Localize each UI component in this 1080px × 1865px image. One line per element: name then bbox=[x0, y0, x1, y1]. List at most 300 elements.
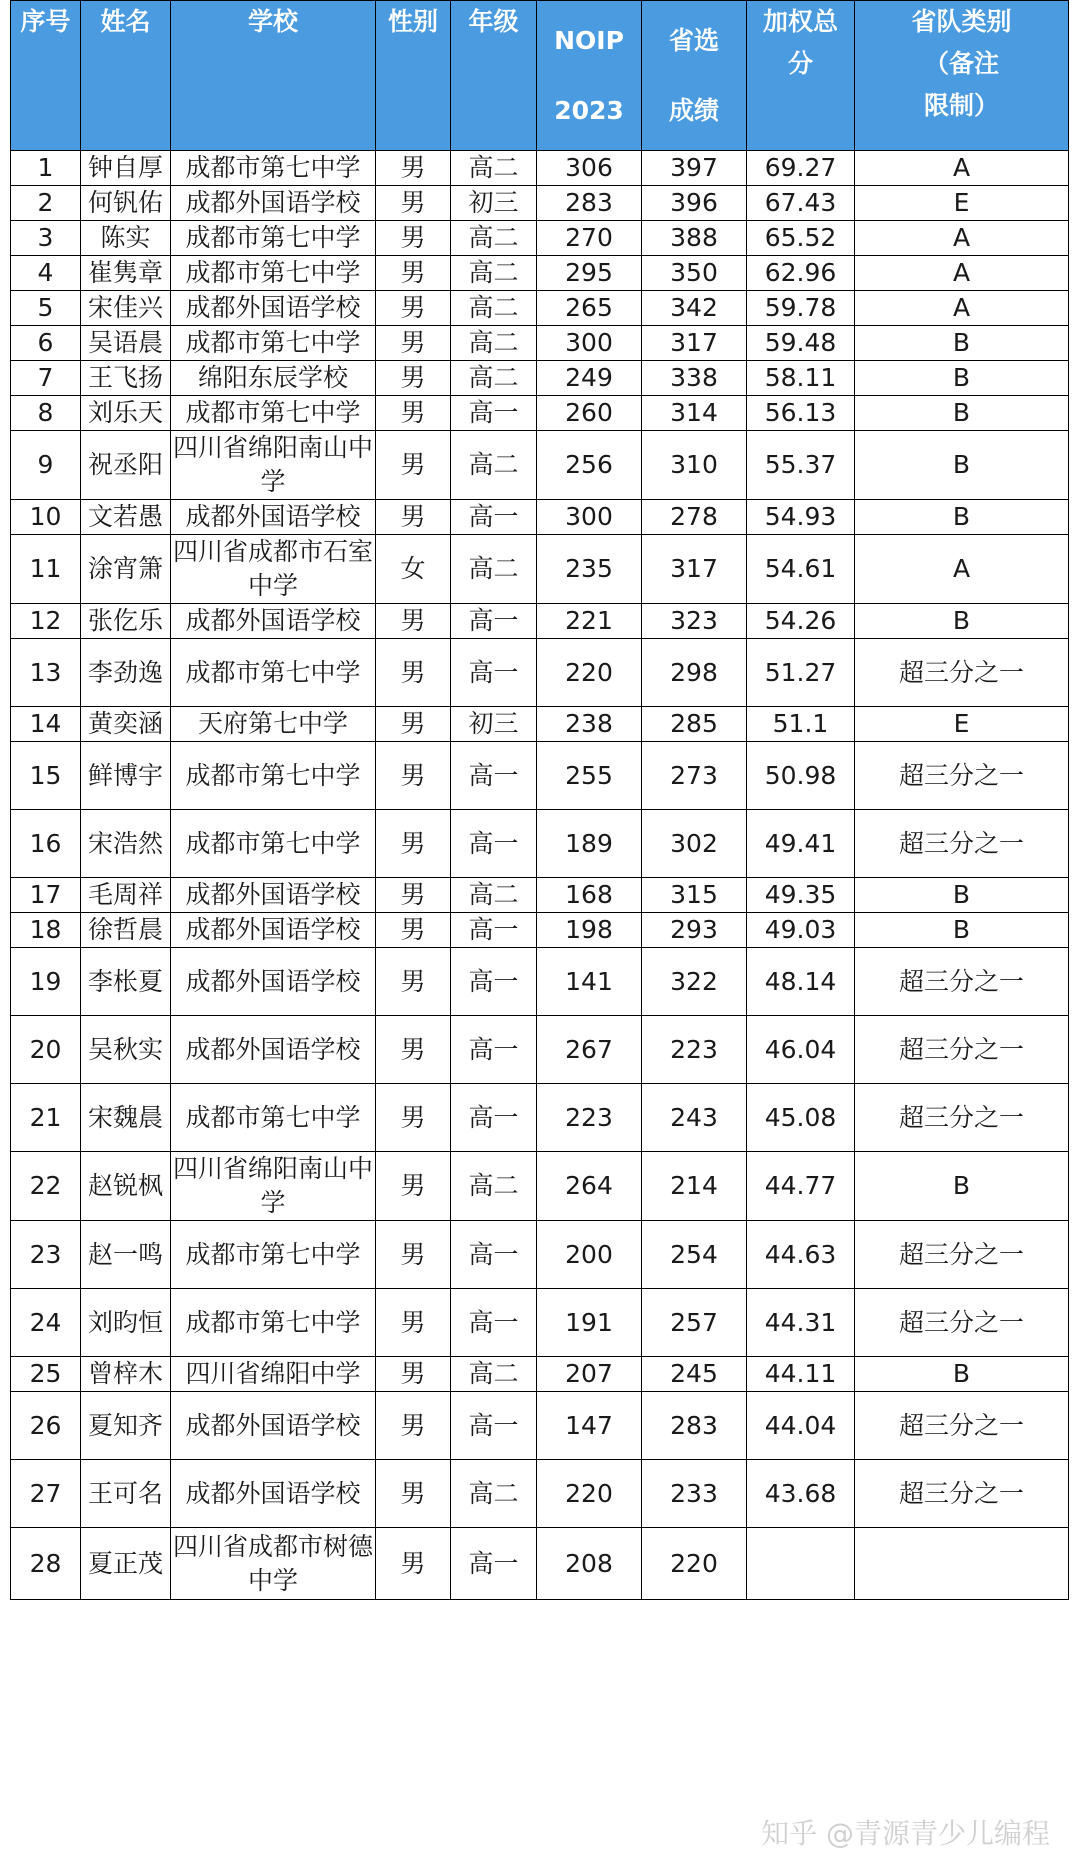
cell-grade: 高二 bbox=[451, 291, 537, 326]
cell-grade: 高二 bbox=[451, 326, 537, 361]
cell-school: 成都市第七中学 bbox=[171, 326, 376, 361]
cell-weighted-score: 54.93 bbox=[747, 500, 855, 535]
cell-weighted-score: 51.1 bbox=[747, 707, 855, 742]
cell-category: E bbox=[855, 186, 1069, 221]
cell-index: 18 bbox=[11, 913, 81, 948]
cell-index: 26 bbox=[11, 1392, 81, 1460]
cell-school: 成都市第七中学 bbox=[171, 1289, 376, 1357]
table-row bbox=[11, 500, 1069, 535]
table-row bbox=[11, 1392, 1069, 1460]
cell-category: 超三分之一 bbox=[855, 1084, 1069, 1152]
header-category bbox=[855, 1, 1069, 151]
cell-grade: 高一 bbox=[451, 1392, 537, 1460]
table-row bbox=[11, 431, 1069, 500]
cell-provincial-score: 323 bbox=[642, 604, 747, 639]
cell-index: 4 bbox=[11, 256, 81, 291]
cell-index: 11 bbox=[11, 535, 81, 604]
cell-name: 何钒佑 bbox=[81, 186, 171, 221]
cell-gender: 男 bbox=[376, 1016, 451, 1084]
cell-category: A bbox=[855, 291, 1069, 326]
cell-index: 25 bbox=[11, 1357, 81, 1392]
cell-name: 宋佳兴 bbox=[81, 291, 171, 326]
cell-name: 赵锐枫 bbox=[81, 1152, 171, 1221]
cell-weighted-score: 58.11 bbox=[747, 361, 855, 396]
cell-index: 22 bbox=[11, 1152, 81, 1221]
cell-provincial-score: 257 bbox=[642, 1289, 747, 1357]
cell-grade: 高一 bbox=[451, 742, 537, 810]
cell-name: 涂宵箫 bbox=[81, 535, 171, 604]
cell-provincial-score: 245 bbox=[642, 1357, 747, 1392]
cell-category: B bbox=[855, 396, 1069, 431]
cell-provincial-score: 243 bbox=[642, 1084, 747, 1152]
cell-index: 13 bbox=[11, 639, 81, 707]
cell-provincial-score: 254 bbox=[642, 1221, 747, 1289]
cell-name: 宋魏晨 bbox=[81, 1084, 171, 1152]
cell-weighted-score: 49.35 bbox=[747, 878, 855, 913]
cell-index: 23 bbox=[11, 1221, 81, 1289]
cell-provincial-score: 285 bbox=[642, 707, 747, 742]
cell-category: B bbox=[855, 431, 1069, 500]
cell-gender: 男 bbox=[376, 291, 451, 326]
cell-weighted-score: 67.43 bbox=[747, 186, 855, 221]
cell-provincial-score: 314 bbox=[642, 396, 747, 431]
cell-index: 7 bbox=[11, 361, 81, 396]
cell-weighted-score: 49.03 bbox=[747, 913, 855, 948]
cell-gender: 男 bbox=[376, 810, 451, 878]
cell-grade: 高一 bbox=[451, 396, 537, 431]
table-row bbox=[11, 1016, 1069, 1084]
cell-school: 成都市第七中学 bbox=[171, 221, 376, 256]
header-school: 学校 bbox=[171, 1, 376, 151]
cell-weighted-score: 62.96 bbox=[747, 256, 855, 291]
cell-noip: 264 bbox=[537, 1152, 642, 1221]
cell-grade: 初三 bbox=[451, 707, 537, 742]
cell-gender: 男 bbox=[376, 1392, 451, 1460]
ranking-table bbox=[10, 0, 1069, 1600]
cell-category: B bbox=[855, 361, 1069, 396]
cell-weighted-score: 55.37 bbox=[747, 431, 855, 500]
cell-noip: 235 bbox=[537, 535, 642, 604]
table-row bbox=[11, 1460, 1069, 1528]
header-noip-line1: NOIP bbox=[554, 25, 624, 55]
cell-gender: 男 bbox=[376, 151, 451, 186]
cell-gender: 男 bbox=[376, 326, 451, 361]
cell-index: 10 bbox=[11, 500, 81, 535]
cell-name: 文若愚 bbox=[81, 500, 171, 535]
cell-grade: 高一 bbox=[451, 948, 537, 1016]
cell-index: 17 bbox=[11, 878, 81, 913]
cell-grade: 高二 bbox=[451, 535, 537, 604]
cell-noip: 255 bbox=[537, 742, 642, 810]
cell-noip: 220 bbox=[537, 639, 642, 707]
cell-grade: 高一 bbox=[451, 1016, 537, 1084]
header-provincial-line2: 成绩 bbox=[668, 95, 719, 125]
header-grade: 年级 bbox=[451, 1, 537, 151]
cell-grade: 高二 bbox=[451, 1152, 537, 1221]
cell-gender: 男 bbox=[376, 256, 451, 291]
cell-category: 超三分之一 bbox=[855, 742, 1069, 810]
cell-school: 成都外国语学校 bbox=[171, 948, 376, 1016]
cell-index: 9 bbox=[11, 431, 81, 500]
cell-provincial-score: 338 bbox=[642, 361, 747, 396]
cell-noip: 208 bbox=[537, 1528, 642, 1600]
table-row bbox=[11, 1221, 1069, 1289]
cell-provincial-score: 273 bbox=[642, 742, 747, 810]
cell-school: 成都市第七中学 bbox=[171, 396, 376, 431]
cell-index: 12 bbox=[11, 604, 81, 639]
cell-category: 超三分之一 bbox=[855, 1289, 1069, 1357]
cell-provincial-score: 342 bbox=[642, 291, 747, 326]
cell-name: 鲜博宇 bbox=[81, 742, 171, 810]
cell-noip: 220 bbox=[537, 1460, 642, 1528]
cell-name: 张仡乐 bbox=[81, 604, 171, 639]
cell-index: 21 bbox=[11, 1084, 81, 1152]
cell-gender: 男 bbox=[376, 396, 451, 431]
cell-index: 14 bbox=[11, 707, 81, 742]
cell-index: 28 bbox=[11, 1528, 81, 1600]
cell-noip: 265 bbox=[537, 291, 642, 326]
cell-gender: 男 bbox=[376, 1289, 451, 1357]
cell-provincial-score: 317 bbox=[642, 326, 747, 361]
cell-school: 天府第七中学 bbox=[171, 707, 376, 742]
table-body bbox=[11, 151, 1069, 1600]
cell-grade: 高一 bbox=[451, 913, 537, 948]
cell-gender: 男 bbox=[376, 707, 451, 742]
cell-provincial-score: 388 bbox=[642, 221, 747, 256]
cell-school: 成都市第七中学 bbox=[171, 1084, 376, 1152]
cell-provincial-score: 220 bbox=[642, 1528, 747, 1600]
cell-name: 刘昀恒 bbox=[81, 1289, 171, 1357]
cell-gender: 男 bbox=[376, 186, 451, 221]
cell-provincial-score: 283 bbox=[642, 1392, 747, 1460]
cell-noip: 283 bbox=[537, 186, 642, 221]
header-gender: 性别 bbox=[376, 1, 451, 151]
header-weighted-line1: 加权总 bbox=[762, 7, 838, 36]
ranking-page bbox=[10, 0, 1068, 1862]
cell-category: 超三分之一 bbox=[855, 948, 1069, 1016]
cell-grade: 高二 bbox=[451, 1357, 537, 1392]
cell-weighted-score: 43.68 bbox=[747, 1460, 855, 1528]
table-row bbox=[11, 1084, 1069, 1152]
cell-weighted-score: 59.48 bbox=[747, 326, 855, 361]
cell-name: 徐哲晨 bbox=[81, 913, 171, 948]
cell-noip: 198 bbox=[537, 913, 642, 948]
cell-weighted-score: 69.27 bbox=[747, 151, 855, 186]
cell-category: A bbox=[855, 221, 1069, 256]
cell-name: 夏知齐 bbox=[81, 1392, 171, 1460]
table-row bbox=[11, 604, 1069, 639]
cell-grade: 高二 bbox=[451, 1460, 537, 1528]
cell-index: 16 bbox=[11, 810, 81, 878]
cell-name: 赵一鸣 bbox=[81, 1221, 171, 1289]
cell-grade: 高一 bbox=[451, 810, 537, 878]
cell-name: 宋浩然 bbox=[81, 810, 171, 878]
cell-grade: 高二 bbox=[451, 151, 537, 186]
cell-category: 超三分之一 bbox=[855, 1016, 1069, 1084]
cell-category: 超三分之一 bbox=[855, 639, 1069, 707]
cell-provincial-score: 223 bbox=[642, 1016, 747, 1084]
cell-index: 27 bbox=[11, 1460, 81, 1528]
cell-weighted-score bbox=[747, 1528, 855, 1600]
table-row bbox=[11, 291, 1069, 326]
cell-gender: 男 bbox=[376, 913, 451, 948]
table-row bbox=[11, 396, 1069, 431]
cell-school: 四川省绵阳南山中学 bbox=[171, 1152, 376, 1221]
table-row bbox=[11, 639, 1069, 707]
cell-weighted-score: 51.27 bbox=[747, 639, 855, 707]
cell-grade: 高一 bbox=[451, 604, 537, 639]
header-index: 序号 bbox=[11, 1, 81, 151]
cell-grade: 高一 bbox=[451, 639, 537, 707]
table-row bbox=[11, 742, 1069, 810]
table-row bbox=[11, 878, 1069, 913]
table-header bbox=[11, 1, 1069, 151]
cell-provincial-score: 350 bbox=[642, 256, 747, 291]
cell-school: 成都市第七中学 bbox=[171, 742, 376, 810]
cell-noip: 238 bbox=[537, 707, 642, 742]
cell-noip: 256 bbox=[537, 431, 642, 500]
cell-name: 崔隽章 bbox=[81, 256, 171, 291]
cell-gender: 男 bbox=[376, 1152, 451, 1221]
table-row bbox=[11, 221, 1069, 256]
cell-weighted-score: 44.77 bbox=[747, 1152, 855, 1221]
cell-noip: 207 bbox=[537, 1357, 642, 1392]
cell-weighted-score: 45.08 bbox=[747, 1084, 855, 1152]
cell-name: 曾梓木 bbox=[81, 1357, 171, 1392]
cell-index: 8 bbox=[11, 396, 81, 431]
cell-weighted-score: 46.04 bbox=[747, 1016, 855, 1084]
table-row bbox=[11, 256, 1069, 291]
table-row bbox=[11, 326, 1069, 361]
cell-school: 成都市第七中学 bbox=[171, 639, 376, 707]
cell-grade: 高一 bbox=[451, 1289, 537, 1357]
cell-category: B bbox=[855, 1357, 1069, 1392]
cell-index: 15 bbox=[11, 742, 81, 810]
cell-noip: 223 bbox=[537, 1084, 642, 1152]
cell-gender: 男 bbox=[376, 361, 451, 396]
cell-noip: 221 bbox=[537, 604, 642, 639]
cell-name: 王可名 bbox=[81, 1460, 171, 1528]
table-row bbox=[11, 1289, 1069, 1357]
cell-school: 成都外国语学校 bbox=[171, 500, 376, 535]
cell-index: 20 bbox=[11, 1016, 81, 1084]
cell-provincial-score: 214 bbox=[642, 1152, 747, 1221]
table-row bbox=[11, 361, 1069, 396]
cell-name: 李枨夏 bbox=[81, 948, 171, 1016]
cell-name: 吴语晨 bbox=[81, 326, 171, 361]
cell-index: 24 bbox=[11, 1289, 81, 1357]
cell-provincial-score: 298 bbox=[642, 639, 747, 707]
cell-noip: 168 bbox=[537, 878, 642, 913]
cell-noip: 270 bbox=[537, 221, 642, 256]
cell-provincial-score: 293 bbox=[642, 913, 747, 948]
cell-name: 黄奕涵 bbox=[81, 707, 171, 742]
cell-name: 钟自厚 bbox=[81, 151, 171, 186]
cell-weighted-score: 44.04 bbox=[747, 1392, 855, 1460]
cell-category: B bbox=[855, 878, 1069, 913]
cell-category: B bbox=[855, 326, 1069, 361]
cell-weighted-score: 49.41 bbox=[747, 810, 855, 878]
cell-grade: 高一 bbox=[451, 500, 537, 535]
cell-index: 1 bbox=[11, 151, 81, 186]
cell-noip: 267 bbox=[537, 1016, 642, 1084]
cell-index: 5 bbox=[11, 291, 81, 326]
cell-index: 6 bbox=[11, 326, 81, 361]
cell-gender: 男 bbox=[376, 742, 451, 810]
cell-gender: 男 bbox=[376, 431, 451, 500]
cell-weighted-score: 44.11 bbox=[747, 1357, 855, 1392]
cell-category: 超三分之一 bbox=[855, 1460, 1069, 1528]
cell-category: 超三分之一 bbox=[855, 1392, 1069, 1460]
table-row bbox=[11, 1152, 1069, 1221]
cell-gender: 男 bbox=[376, 948, 451, 1016]
cell-grade: 高二 bbox=[451, 431, 537, 500]
cell-noip: 147 bbox=[537, 1392, 642, 1460]
cell-name: 夏正茂 bbox=[81, 1528, 171, 1600]
cell-provincial-score: 322 bbox=[642, 948, 747, 1016]
cell-category: B bbox=[855, 1152, 1069, 1221]
cell-noip: 200 bbox=[537, 1221, 642, 1289]
table-row bbox=[11, 948, 1069, 1016]
cell-school: 成都市第七中学 bbox=[171, 256, 376, 291]
cell-noip: 189 bbox=[537, 810, 642, 878]
cell-school: 成都外国语学校 bbox=[171, 1392, 376, 1460]
table-row bbox=[11, 1528, 1069, 1600]
cell-gender: 男 bbox=[376, 1528, 451, 1600]
header-category-line1: 省队类别 bbox=[911, 7, 1012, 36]
cell-index: 19 bbox=[11, 948, 81, 1016]
header-category-line3: 限制） bbox=[923, 91, 999, 120]
cell-provincial-score: 233 bbox=[642, 1460, 747, 1528]
header-noip-line2: 2023 bbox=[554, 95, 624, 125]
header-provincial-line1: 省选 bbox=[668, 25, 719, 55]
cell-grade: 高二 bbox=[451, 221, 537, 256]
cell-gender: 男 bbox=[376, 604, 451, 639]
cell-name: 李劲逸 bbox=[81, 639, 171, 707]
header-name: 姓名 bbox=[81, 1, 171, 151]
cell-gender: 男 bbox=[376, 878, 451, 913]
cell-index: 3 bbox=[11, 221, 81, 256]
cell-noip: 300 bbox=[537, 326, 642, 361]
cell-gender: 男 bbox=[376, 500, 451, 535]
cell-weighted-score: 54.26 bbox=[747, 604, 855, 639]
cell-provincial-score: 315 bbox=[642, 878, 747, 913]
cell-noip: 306 bbox=[537, 151, 642, 186]
cell-school: 四川省成都市石室中学 bbox=[171, 535, 376, 604]
table-row bbox=[11, 913, 1069, 948]
watermark: 知乎 @青源青少儿编程 bbox=[761, 1817, 1050, 1850]
cell-category: B bbox=[855, 500, 1069, 535]
cell-grade: 高二 bbox=[451, 361, 537, 396]
header-noip bbox=[537, 1, 642, 151]
header-provincial bbox=[642, 1, 747, 151]
cell-weighted-score: 56.13 bbox=[747, 396, 855, 431]
cell-school: 成都外国语学校 bbox=[171, 186, 376, 221]
cell-index: 2 bbox=[11, 186, 81, 221]
cell-school: 成都外国语学校 bbox=[171, 291, 376, 326]
table-row bbox=[11, 151, 1069, 186]
cell-school: 成都外国语学校 bbox=[171, 913, 376, 948]
cell-weighted-score: 54.61 bbox=[747, 535, 855, 604]
cell-gender: 男 bbox=[376, 639, 451, 707]
cell-gender: 男 bbox=[376, 1460, 451, 1528]
cell-school: 成都外国语学校 bbox=[171, 1016, 376, 1084]
cell-category: 超三分之一 bbox=[855, 1221, 1069, 1289]
cell-provincial-score: 302 bbox=[642, 810, 747, 878]
cell-category: B bbox=[855, 604, 1069, 639]
cell-weighted-score: 59.78 bbox=[747, 291, 855, 326]
cell-school: 成都市第七中学 bbox=[171, 151, 376, 186]
cell-name: 刘乐天 bbox=[81, 396, 171, 431]
cell-provincial-score: 278 bbox=[642, 500, 747, 535]
cell-school: 成都市第七中学 bbox=[171, 810, 376, 878]
cell-grade: 高一 bbox=[451, 1528, 537, 1600]
cell-school: 绵阳东辰学校 bbox=[171, 361, 376, 396]
cell-provincial-score: 397 bbox=[642, 151, 747, 186]
cell-category: A bbox=[855, 535, 1069, 604]
cell-name: 毛周祥 bbox=[81, 878, 171, 913]
header-weighted-line2: 分 bbox=[787, 49, 813, 78]
cell-weighted-score: 50.98 bbox=[747, 742, 855, 810]
cell-grade: 高一 bbox=[451, 1084, 537, 1152]
cell-school: 成都市第七中学 bbox=[171, 1221, 376, 1289]
cell-gender: 男 bbox=[376, 1084, 451, 1152]
table-row bbox=[11, 1357, 1069, 1392]
cell-school: 四川省绵阳中学 bbox=[171, 1357, 376, 1392]
cell-category: 超三分之一 bbox=[855, 810, 1069, 878]
cell-grade: 高二 bbox=[451, 256, 537, 291]
cell-name: 陈实 bbox=[81, 221, 171, 256]
cell-school: 成都外国语学校 bbox=[171, 878, 376, 913]
cell-noip: 295 bbox=[537, 256, 642, 291]
header-weighted bbox=[747, 1, 855, 151]
table-row bbox=[11, 535, 1069, 604]
cell-weighted-score: 44.31 bbox=[747, 1289, 855, 1357]
cell-grade: 高二 bbox=[451, 878, 537, 913]
cell-name: 祝丞阳 bbox=[81, 431, 171, 500]
cell-category: A bbox=[855, 151, 1069, 186]
table-row bbox=[11, 810, 1069, 878]
cell-name: 王飞扬 bbox=[81, 361, 171, 396]
table-row bbox=[11, 707, 1069, 742]
cell-gender: 男 bbox=[376, 1357, 451, 1392]
cell-school: 四川省成都市树德中学 bbox=[171, 1528, 376, 1600]
cell-noip: 141 bbox=[537, 948, 642, 1016]
cell-provincial-score: 310 bbox=[642, 431, 747, 500]
header-category-line2: （备注 bbox=[923, 49, 999, 78]
cell-name: 吴秋实 bbox=[81, 1016, 171, 1084]
cell-category: B bbox=[855, 913, 1069, 948]
cell-school: 四川省绵阳南山中学 bbox=[171, 431, 376, 500]
cell-grade: 初三 bbox=[451, 186, 537, 221]
cell-provincial-score: 317 bbox=[642, 535, 747, 604]
cell-noip: 249 bbox=[537, 361, 642, 396]
cell-gender: 男 bbox=[376, 221, 451, 256]
cell-noip: 191 bbox=[537, 1289, 642, 1357]
cell-grade: 高一 bbox=[451, 1221, 537, 1289]
cell-noip: 300 bbox=[537, 500, 642, 535]
cell-weighted-score: 48.14 bbox=[747, 948, 855, 1016]
cell-weighted-score: 65.52 bbox=[747, 221, 855, 256]
cell-gender: 男 bbox=[376, 1221, 451, 1289]
cell-category: A bbox=[855, 256, 1069, 291]
cell-weighted-score: 44.63 bbox=[747, 1221, 855, 1289]
cell-gender: 女 bbox=[376, 535, 451, 604]
cell-school: 成都外国语学校 bbox=[171, 604, 376, 639]
cell-provincial-score: 396 bbox=[642, 186, 747, 221]
cell-noip: 260 bbox=[537, 396, 642, 431]
cell-category bbox=[855, 1528, 1069, 1600]
